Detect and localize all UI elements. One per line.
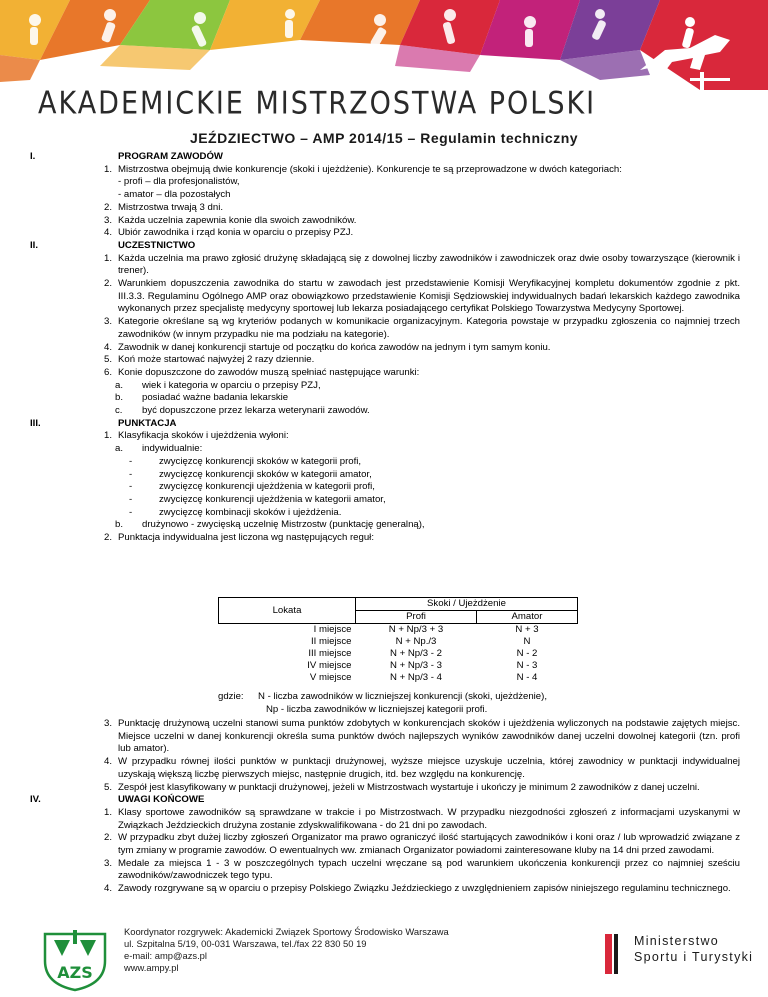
list-item: 5. Koń może startować najwyżej 2 razy dziennie.	[103, 354, 315, 366]
organizer-info	[124, 926, 449, 974]
section-title: UCZESTNICTWO	[118, 239, 196, 251]
table-row: IV miejsce N + Np/3 - 3 N - 3	[307, 660, 538, 671]
list-item: 1. Każda uczelnia ma prawo zgłosić drużynę składającą się z dowolnej liczby zawodników i zawodniczek oraz dwie osoby towarzyszące (kierownik i trener).	[103, 252, 740, 277]
legend-line: Np - liczba zawodników w liczniejszej kategorii profi.	[266, 704, 488, 715]
section-number: II.	[30, 239, 38, 251]
list-item: 5. Zespół jest klasyfikowany w punktacji drużynowej, jeżeli w Mistrzostwach wystartuje i ukończy je minimum 2 zawodników z danej uczelni.	[103, 781, 700, 793]
section-title: PROGRAM ZAWODÓW	[118, 151, 223, 162]
list-item: 2. Mistrzostwa trwają 3 dni.	[103, 201, 224, 213]
email-line: e-mail: amp@azs.pl	[124, 950, 207, 961]
ministry-emblem-icon	[605, 934, 627, 979]
list-item: - zwycięzcę konkurencji skoków w kategorii amator,	[129, 468, 372, 480]
list-item: 2. Warunkiem dopuszczenia zawodnika do startu w zawodach jest przedstawienie Komisji Weryfikacyjnej kompletu dokumentów zgodnie z pkt. III.3.3. Regulaminu Ogólnego AMP oraz obowiązkowo przedstawienie Komisji Sędziowskiej indywidualnych badań lekarskich każdego zawodnika wykonanych przez specjalistę medycyny sportowej lub lekarza posiadającego certyfikat Polskiego Towarzystwa Medycyny Sportowej.	[103, 278, 740, 315]
list-item: 3. Kategorie określane są wg kryteriów podanych w komunikacie organizacyjnym. Kategoria powstaje w przypadku zgłoszenia co najmniej trzech zawodników (w innym przypadku nie ma podziału na kategorie).	[103, 316, 740, 340]
sports-banner	[0, 0, 768, 90]
section-number: IV.	[30, 794, 41, 806]
ministry-name: Ministerstwo Sportu i Turystyki	[634, 934, 754, 964]
section-scoring	[30, 417, 740, 545]
logo-text: AZS	[57, 963, 93, 982]
address-line: ul. Szpitalna 5/19, 00-031 Warszawa, tel./fax 22 830 50 19	[124, 938, 367, 949]
list-item: 1. Klasy sportowe zawodników są sprawdzane w trakcie i po Mistrzostwach. W przypadku niezgodności zgłoszeń z informacjami uzyskanymi w Związkach Jeździeckich drużyna zostanie zdyskwalifikowana - do 21 dni po zawodach.	[103, 806, 740, 831]
website-line: www.ampy.pl	[124, 962, 179, 973]
table-header: Lokata	[219, 598, 356, 624]
list-item: 3. Punktację drużynową uczelni stanowi suma punktów zdobytych w konkurencjach skoków i ujeżdżenia wyliczonych na podstawie zajętych miejsc. Miejsce uczelni w danej konkurencji określa suma punktów dwóch najlepszych wyników zawodników danej uczelni dowolnej kategorii (tzn. profi lub amator).	[103, 718, 740, 755]
section-final-notes	[30, 794, 740, 896]
list-item: 4. W przypadku równej ilości punktów w punktacji drużynowej, wyższe miejsce uzyskuje uczelnia, której zawodnicy w punktacji indywidualnej uzyskają większą liczbę pierwszych miejsc, następnie drugich, itd. bez względu na konkurencję.	[103, 756, 740, 780]
section-title: UWAGI KOŃCOWE	[118, 794, 205, 806]
scoring-table	[218, 597, 578, 684]
condition-item: a. indywidualnie:	[115, 443, 203, 455]
page-footer	[0, 926, 768, 994]
condition-item: a. wiek i kategoria w oparciu o przepisy PZJ,	[115, 379, 321, 391]
list-item: 4. Ubiór zawodnika i rząd konia w oparciu o przepisy PZJ.	[103, 227, 354, 239]
table-row: V miejsce N + Np/3 - 4 N - 4	[309, 672, 538, 683]
section-participation	[30, 239, 740, 418]
condition-item: c. być dopuszczone przez lekarza weterynarii zawodów.	[115, 405, 370, 417]
table-row: I miejsce N + Np/3 + 3 N + 3	[313, 624, 539, 635]
azs-logo	[40, 926, 110, 997]
table-header: Profi	[356, 611, 477, 624]
azs-logo-graphic	[40, 926, 110, 992]
document-subtitle: JEŹDZIECTWO – AMP 2014/15 – Regulamin techniczny	[189, 130, 579, 146]
regulations-continued	[30, 718, 740, 896]
legend-line: N - liczba zawodników w liczniejszej konkurencji (skoki, ujeżdżenie),	[258, 691, 547, 702]
organizer-line: Koordynator rozgrywek: Akademicki Związek Sportowy Środowisko Warszawa	[124, 926, 449, 937]
section-number: I.	[30, 151, 36, 162]
section-number: III.	[30, 417, 41, 429]
list-item: - zwycięzcę konkurencji ujeżdżenia w kategorii profi,	[129, 481, 375, 493]
list-item: 2. Punktacja indywidualna jest liczona wg następujących reguł:	[103, 532, 374, 544]
sports-banner-graphic	[0, 0, 768, 90]
regulations-content	[30, 151, 740, 545]
list-item: 4. Zawody rozgrywane są w oparciu o przepisy Polskiego Związku Jeździeckiego z uwzględnieniem zapisów niniejszego regulaminu technicznego.	[103, 883, 731, 895]
list-item: - zwycięzcę konkurencji ujeżdżenia w kategorii amator,	[129, 493, 386, 505]
list-item: 1. Mistrzostwa obejmują dwie konkurencje (skoki i ujeżdżenie). Konkurencje te są przeprowadzone w dwóch kategoriach: - profi – dla profesjonalistów, - amator – dla pozostałych	[103, 163, 622, 201]
table-row: II miejsce N + Np./3 N	[310, 636, 531, 647]
table-header: Amator	[477, 611, 578, 624]
section-program	[30, 151, 740, 240]
list-item: - zwycięzcę kombinacji skoków i ujeżdżenia.	[129, 506, 342, 518]
condition-item: b. posiadać ważne badania lekarskie	[115, 392, 289, 404]
list-item: 3. Medale za miejsca 1 - 3 w poszczególnych typach uczelni wręczane są pod warunkiem ukończenia konkurencji przez co najmniej sześciu zawodników/zawodniczek tego typu.	[103, 857, 740, 882]
table-header: Skoki / Ujeżdżenie	[356, 598, 578, 611]
list-item: 6. Konie dopuszczone do zawodów muszą spełniać następujące warunki:	[103, 366, 420, 378]
table-row: III miejsce N + Np/3 - 2 N - 2	[308, 648, 538, 659]
section-title: PUNKTACJA	[118, 417, 177, 429]
list-item: 3. Każda uczelnia zapewnia konie dla swoich zawodników.	[103, 214, 357, 226]
list-item: 2. W przypadku zbyt dużej liczby zgłoszeń Organizator ma prawo ograniczyć ilość startujących zawodników i koni oraz / lub wprowadzić związane z tym zmiany w programie zawodów. O ewentualnych ww. zmianach Organizator powiadomi zainteresowane kluby na 14 dni przed zawodami.	[103, 832, 740, 857]
list-item: - zwycięzcę konkurencji skoków w kategorii profi,	[129, 455, 362, 467]
condition-item: b. drużynowo - zwycięską uczelnię Mistrzostw (punktację generalną),	[115, 519, 425, 531]
list-item: 1. Klasyfikacja skoków i ujeżdżenia wyłoni:	[103, 430, 289, 442]
page-title: AKADEMICKIE MISTRZOSTWA POLSKI	[38, 86, 597, 122]
list-item: 4. Zawodnik w danej konkurencji startuje od początku do końca zawodów na jednym i tym samym koniu.	[103, 341, 551, 353]
legend-label: gdzie:	[218, 691, 244, 702]
